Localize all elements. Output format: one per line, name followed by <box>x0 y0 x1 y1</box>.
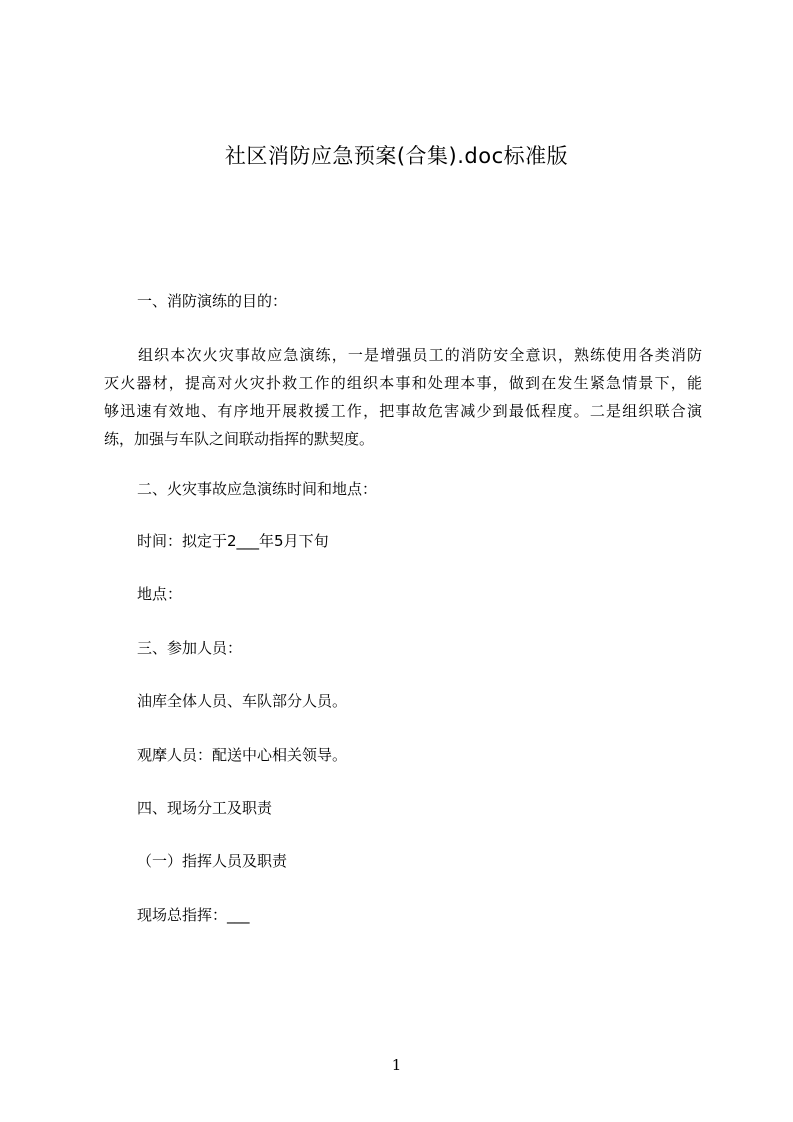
place-line: 地点： <box>137 585 183 603</box>
participants-line: 油库全体人员、车队部分人员。 <box>137 692 348 710</box>
paragraph-line: 灭火器材，提高对火灾扑救工作的组织本事和处理本事，做到在发生紧急情景下，能 <box>104 374 702 392</box>
observers-line: 观摩人员：配送中心相关领导。 <box>137 746 348 764</box>
paragraph-line: 练，加强与车队之间联动指挥的默契度。 <box>104 430 375 448</box>
section-heading-purpose: 一、消防演练的目的： <box>137 292 288 310</box>
section-heading-time-place: 二、火灾事故应急演练时间和地点： <box>137 480 378 498</box>
purpose-paragraph <box>104 341 702 453</box>
paragraph-line: 够迅速有效地、有序地开展救援工作，把事故危害减少到最低程度。二是组织联合演 <box>104 402 702 420</box>
page-title: 社区消防应急预案(合集).doc标准版 <box>224 144 569 168</box>
time-line: 时间：拟定于2___年5月下旬 <box>137 532 329 550</box>
commander-line: 现场总指挥：___ <box>137 906 250 924</box>
page-number: 1 <box>391 1056 402 1074</box>
section-heading-duties: 四、现场分工及职责 <box>137 799 273 817</box>
subsection-heading-commanders: （一）指挥人员及职责 <box>137 852 288 870</box>
section-heading-participants: 三、参加人员： <box>137 639 243 657</box>
paragraph-line: 组织本次火灾事故应急演练，一是增强员工的消防安全意识，熟练使用各类消防 <box>138 346 702 364</box>
